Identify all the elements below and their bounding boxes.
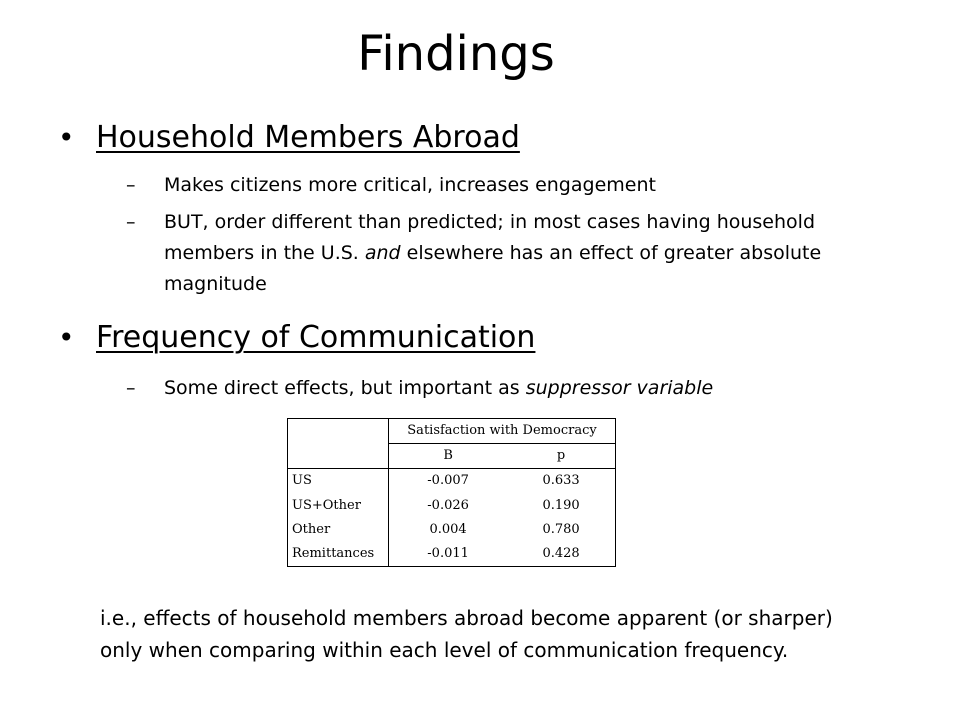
row-label: US xyxy=(288,469,389,494)
dash-icon: – xyxy=(126,377,136,399)
row-label: US+Other xyxy=(288,493,389,517)
table-corner-cell xyxy=(288,444,389,469)
sub-item-text xyxy=(164,207,904,300)
note-line: only when comparing within each level of communication frequency. xyxy=(100,638,789,662)
emphasis-suppressor-variable: suppressor variable xyxy=(525,377,714,399)
cell-p: 0.633 xyxy=(542,473,580,489)
column-header-p: p xyxy=(507,444,615,469)
sub-item-line: magnitude xyxy=(164,273,267,295)
table-header-row xyxy=(288,419,616,444)
footnote-explanation xyxy=(100,602,900,666)
bullet-dot-icon: • xyxy=(58,121,75,154)
results-table xyxy=(287,418,616,567)
table-row xyxy=(288,469,616,494)
cell-b: -0.026 xyxy=(427,497,469,513)
bullet-dot-icon: • xyxy=(58,321,75,354)
cell-p: 0.428 xyxy=(542,545,580,561)
row-label: Remittances xyxy=(288,542,389,567)
bullet-heading: Household Members Abroad xyxy=(96,120,520,155)
text-run: elsewhere has an effect of greater absolute xyxy=(400,242,822,264)
text-run: members in the U.S. xyxy=(164,242,365,264)
emphasis-and: and xyxy=(364,242,401,264)
sub-item-line xyxy=(164,238,904,269)
sub-item-line: BUT, order different than predicted; in most cases having household xyxy=(164,211,816,233)
cell-b: -0.007 xyxy=(427,473,469,489)
cell-p: 0.190 xyxy=(542,497,580,513)
row-label: Other xyxy=(288,518,389,542)
bullet-heading: Frequency of Communication xyxy=(96,320,536,355)
cell-p: 0.780 xyxy=(542,521,580,537)
sub-item-text xyxy=(164,373,904,404)
text-run: Some direct effects, but important as xyxy=(164,377,526,399)
dash-icon: – xyxy=(126,174,136,196)
slide-title: Findings xyxy=(357,26,555,82)
column-header-b: B xyxy=(389,444,508,469)
table-row xyxy=(288,493,616,517)
note-line: i.e., effects of household members abroad become apparent (or sharper) xyxy=(100,606,833,630)
sub-item-text: Makes citizens more critical, increases engagement xyxy=(164,174,656,196)
cell-b: 0.004 xyxy=(429,521,467,537)
cell-b: -0.011 xyxy=(427,545,469,561)
dash-icon: – xyxy=(126,211,136,233)
table-corner-cell xyxy=(288,419,389,444)
table-row xyxy=(288,542,616,567)
table-header-row xyxy=(288,444,616,469)
table-row xyxy=(288,518,616,542)
table-group-header: Satisfaction with Democracy xyxy=(389,419,616,444)
